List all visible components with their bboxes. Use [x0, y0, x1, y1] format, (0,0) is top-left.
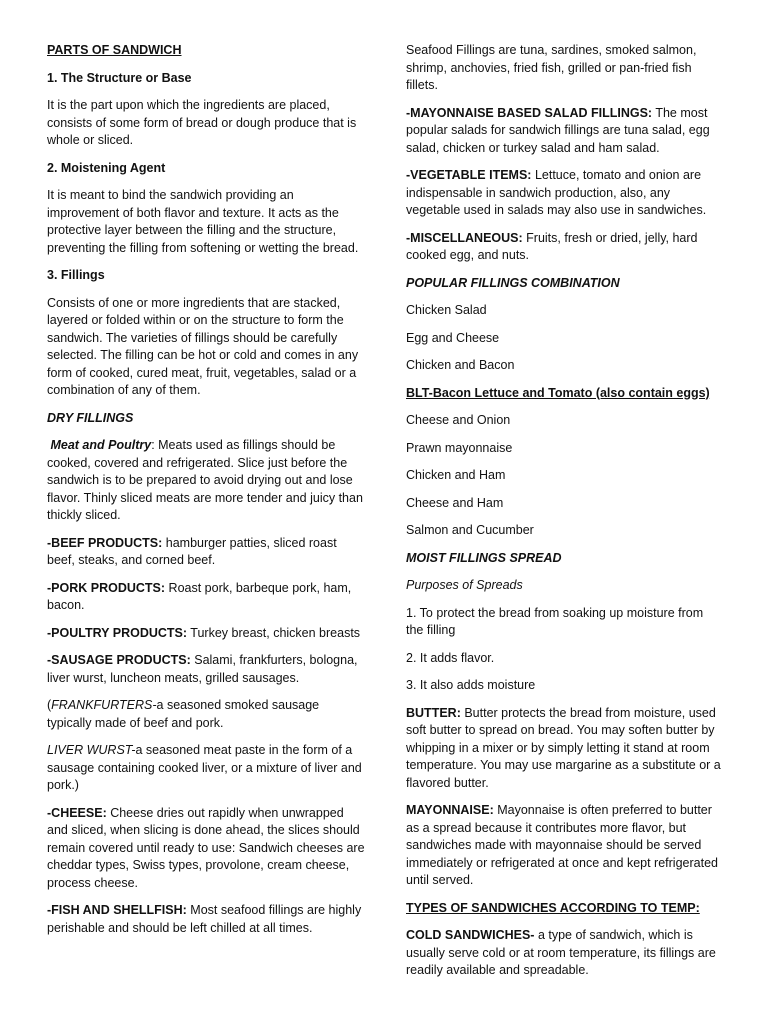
combo-item: Prawn mayonnaise [406, 440, 513, 455]
butter-text: Butter protects the bread from moisture, used soft butter to spread on bread. You may soften butter by whipping in a mixer or by simply letting it stand at room temperature. You may use margarine as a substitute or a flavored butter. [406, 705, 721, 790]
miscellaneous-text: Fruits, fresh or dried, jelly, hard cooked egg, and nuts. [406, 230, 698, 262]
left-column [47, 42, 365, 947]
liver-wurst-label: LIVER WURST- [47, 743, 136, 757]
types-of-sandwiches-title: TYPES OF SANDWICHES ACCORDING TO TEMP: [406, 900, 700, 915]
liver-wurst-text: a seasoned meat paste in the form of a sausage containing cooked liver, or a mixture of liver and pork.) [47, 743, 362, 792]
section-structure-title: 1. The Structure or Base [47, 70, 192, 85]
purposes-title: Purposes of Spreads [406, 578, 523, 592]
cold-sandwiches-paragraph [406, 927, 722, 980]
butter-label: BUTTER: [406, 705, 461, 720]
combo-item-blt: BLT-Bacon Lettuce and Tomato (also contain eggs) [406, 385, 710, 400]
combo-item: Egg and Cheese [406, 330, 500, 345]
butter-paragraph [406, 705, 722, 793]
section-moistening-title: 2. Moistening Agent [47, 160, 166, 175]
beef-products-label: -BEEF PRODUCTS: [47, 535, 163, 550]
combo-item: Chicken and Ham [406, 468, 506, 482]
pork-products-label: -PORK PRODUCTS: [47, 580, 166, 595]
purpose-item: 1. To protect the bread from soaking up moisture from the filling [406, 605, 704, 637]
right-column [406, 42, 722, 990]
cheese-paragraph [47, 805, 365, 893]
combo-item: Chicken Salad [406, 303, 487, 317]
page-heading: PARTS OF SANDWICH [47, 43, 182, 57]
poultry-products-paragraph [47, 625, 365, 643]
mayonnaise-label: MAYONNAISE: [406, 803, 494, 817]
vegetable-items-label: -VEGETABLE ITEMS: [406, 168, 532, 182]
seafood-fillings-text: Seafood Fillings are tuna, sardines, smoked salmon, shrimp, anchovies, fried fish, grilled or pan-fried fish fillets. [406, 43, 697, 92]
section-fillings-text: Consists of one or more ingredients that are stacked, layered or folded within or on the structure to form the sandwich. The varieties of fillings should be carefully selected. The filling can be hot or cold and comes in any form of cooked, cured meat, fruit, vegetables, salad or a combination of any of them. [47, 295, 359, 397]
cold-sandwiches-text: a type of sandwich, which is usually serve cold or at room temperature, its fillings are readily available and spreadable. [406, 928, 716, 977]
miscellaneous-label: -MISCELLANEOUS: [406, 230, 523, 245]
liver-wurst-paragraph [47, 742, 365, 795]
poultry-products-text: Turkey breast, chicken breasts [187, 625, 361, 640]
miscellaneous-paragraph [406, 230, 722, 265]
vegetable-items-text: Lettuce, tomato and onion are indispensable in sandwich production, also, any vegetable used in salads may also use in sandwiches. [406, 168, 707, 217]
vegetable-items-paragraph [406, 167, 722, 220]
combo-item: Cheese and Ham [406, 495, 504, 510]
mayo-salad-paragraph [406, 105, 722, 158]
frankfurters-text: a seasoned smoked sausage typically made of beef and pork. [47, 698, 320, 730]
mayonnaise-paragraph [406, 802, 722, 890]
mayonnaise-text: Mayonnaise is often preferred to butter as a spread because it contributes more flavor, but sandwiches made with mayonnaise should be served immediately or refrigerated at once and kept refrigerated until served. [406, 803, 718, 887]
beef-products-text: hamburger patties, sliced roast beef, steaks, and corned beef. [47, 535, 337, 567]
frankfurters-open-paren: ( [47, 698, 52, 712]
meat-poultry-paragraph [47, 437, 365, 525]
meat-poultry-label: Meat and Poultry [50, 438, 152, 452]
moist-fillings-title: MOIST FILLINGS SPREAD [406, 550, 562, 565]
section-fillings-title: 3. Fillings [47, 268, 105, 282]
frankfurters-paragraph [47, 697, 365, 732]
beef-products-paragraph [47, 535, 365, 570]
popular-combinations-title: POPULAR FILLINGS COMBINATION [406, 275, 620, 290]
mayo-salad-label: -MAYONNAISE BASED SALAD FILLINGS: [406, 105, 653, 120]
section-structure-text: It is the part upon which the ingredients are placed, consists of some form of bread or dough produce that is whole or sliced. [47, 98, 357, 147]
combo-item: Salmon and Cucumber [406, 523, 534, 537]
section-moistening-text: It is meant to bind the sandwich providing an improvement of both flavor and texture. It acts as the protective layer between the filling and the structure, preventing the filling from softening or wetting the bread. [47, 188, 359, 255]
fish-shellfish-text: Most seafood fillings are highly perishable and should be left chilled at all times. [47, 903, 362, 935]
cheese-label: -CHEESE: [47, 805, 107, 820]
poultry-products-label: -POULTRY PRODUCTS: [47, 625, 188, 640]
cold-sandwiches-label: COLD SANDWICHES- [406, 928, 535, 942]
cheese-text: Cheese dries out rapidly when unwrapped and sliced, when slicing is done ahead, the slices should remain covered until ready to use: Sandwich cheeses are cheddar types, Swiss types, provolone, cream cheese, process cheese. [47, 805, 365, 890]
pork-products-text: Roast pork, barbeque pork, ham, bacon. [47, 580, 352, 612]
mayo-salad-text: The most popular salads for sandwich fillings are tuna salad, egg salad, chicken or turkey salad and ham salad. [406, 105, 710, 155]
meat-poultry-text: : Meats used as fillings should be cooked, covered and refrigerated. Slice just before the sandwich is to be prepared to avoid drying out and lose flavor. Thinly sliced meats are more tender and juicy than thickly sliced. [47, 438, 363, 522]
sausage-products-label: -SAUSAGE PRODUCTS: [47, 653, 191, 667]
fish-shellfish-paragraph [47, 902, 365, 937]
purpose-item: 3. It also adds moisture [406, 678, 536, 692]
pork-products-paragraph [47, 580, 365, 615]
purpose-item: 2. It adds flavor. [406, 650, 495, 665]
combo-item: Cheese and Onion [406, 413, 511, 427]
dry-fillings-title: DRY FILLINGS [47, 410, 134, 425]
fish-shellfish-label: -FISH AND SHELLFISH: [47, 903, 187, 917]
combo-item: Chicken and Bacon [406, 358, 515, 372]
frankfurters-label: FRANKFURTERS- [51, 698, 157, 712]
sausage-products-text: Salami, frankfurters, bologna, liver wurst, luncheon meats, grilled sausages. [47, 653, 358, 685]
sausage-products-paragraph [47, 652, 365, 687]
